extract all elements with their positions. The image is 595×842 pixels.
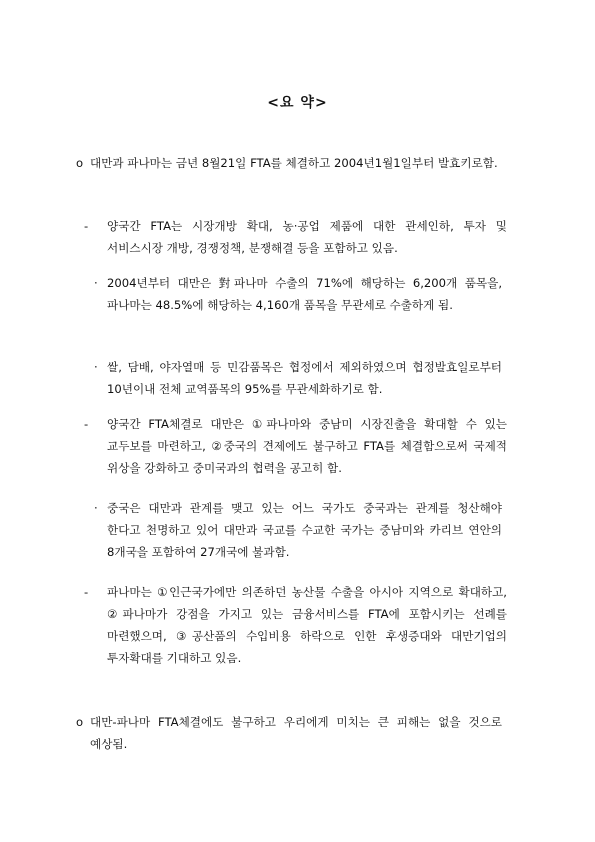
sub-point-panama-benefits <box>84 581 514 675</box>
detail-china-policy-text: 중국은 대만과 관계를 맺고 있는 어느 국가도 중국과는 관계를 청산해야 한다고 천명하고 있어 대만과 국교를 수교한 국가는 중남미와 카리브 연안의 8개국을 포함하여 27개국에 불과함. <box>107 501 502 559</box>
sub-point-taiwan-benefits <box>84 413 514 485</box>
sub-point-fta-scope <box>84 215 514 265</box>
sub-point-taiwan-benefits-text: 양국간 FTA체결로 대만은 ①파나마와 중남미 시장진출을 확대할 수 있는 교두보를 마련하고, ②중국의 견제에도 불구하고 FTA를 체결함으로써 국제적 위상을 강화하고 중미국과의 협력을 공고히 함. <box>107 417 507 475</box>
detail-tariff-schedule-text: 2004년부터 대만은 對파나마 수출의 71%에 해당하는 6,200개 품목을, 파나마는 48.5%에 해당하는 4,160개 품목을 무관세로 수출하게 됨. <box>107 276 502 312</box>
dot-bullet: · <box>94 501 98 515</box>
detail-sensitive-items <box>94 356 504 406</box>
sub-point-fta-scope-text: 양국간 FTA는 시장개방 확대, 농·공업 제품에 대한 관세인하, 투자 및 서비스시장 개방, 경쟁정책, 분쟁해결 등을 포함하고 있음. <box>107 219 507 255</box>
detail-sensitive-items-text: 쌀, 담배, 야자열매 등 민감품목은 협정에서 제외하였으며 협정발효일로부터 10년이내 전체 교역품목의 95%를 무관세화하기로 함. <box>107 360 502 396</box>
dash-bullet: - <box>84 219 89 233</box>
summary-point-2-text: 대만-파나마 FTA체결에도 불구하고 우리에게 미치는 큰 피해는 없을 것으로 예상됨. <box>90 715 502 751</box>
dot-bullet: · <box>94 276 98 290</box>
dot-bullet: · <box>94 360 98 374</box>
circle-bullet: o <box>76 156 84 170</box>
page-title: <요 약> <box>267 95 328 111</box>
circle-bullet: o <box>76 715 84 729</box>
summary-point-2 <box>76 711 506 761</box>
dash-bullet: - <box>84 585 89 599</box>
detail-tariff-schedule <box>94 272 504 342</box>
dash-bullet: - <box>84 417 89 431</box>
detail-china-policy <box>94 497 504 569</box>
summary-point-1-text: 대만과 파나마는 금년 8월21일 FTA를 체결하고 2004년1월1일부터 발효키로함. <box>90 156 498 170</box>
sub-point-panama-benefits-text: 파나마는 ①인근국가에만 의존하던 농산물 수출을 아시아 지역으로 확대하고, ②파나마가 강점을 가지고 있는 금융서비스를 FTA에 포함시키는 선례를 마련했으며, ③공산품의 수입비용 하락으로 인한 후생증대와 대만기업의 투자확대를 기대하고 있음. <box>107 585 507 665</box>
summary-point-1 <box>76 152 506 202</box>
